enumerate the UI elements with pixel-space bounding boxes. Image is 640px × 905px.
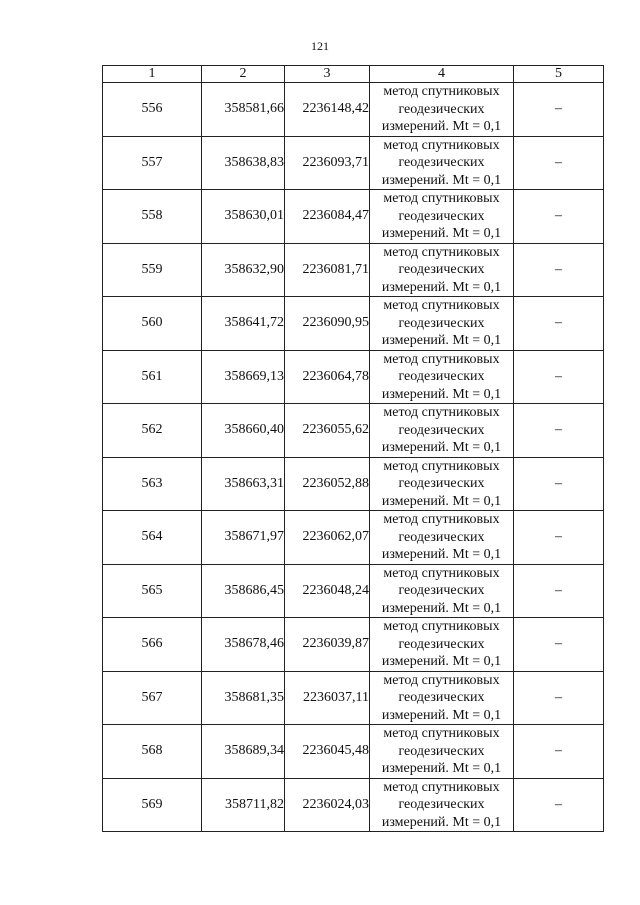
column-5-value: –	[514, 725, 604, 779]
coordinate-x: 358632,90	[202, 243, 285, 297]
method-line: геодезических	[398, 690, 485, 705]
method-line: метод спутниковых	[383, 84, 500, 99]
table-row	[103, 671, 604, 725]
coordinate-x: 358663,31	[202, 457, 285, 511]
method-description	[370, 725, 514, 779]
coordinate-x: 358660,40	[202, 404, 285, 458]
coordinate-y: 2236055,62	[285, 404, 370, 458]
column-5-value: –	[514, 511, 604, 565]
method-description	[370, 243, 514, 297]
coordinates-table	[102, 65, 604, 832]
table-row	[103, 136, 604, 190]
column-5-value: –	[514, 457, 604, 511]
coordinate-x: 358711,82	[202, 778, 285, 832]
table-row	[103, 83, 604, 137]
coordinate-y: 2236093,71	[285, 136, 370, 190]
method-line: метод спутниковых	[383, 298, 500, 313]
coordinate-y: 2236048,24	[285, 564, 370, 618]
column-5-value: –	[514, 778, 604, 832]
method-line: геодезических	[398, 262, 485, 277]
point-number: 557	[103, 136, 202, 190]
table-header-row	[103, 66, 604, 83]
method-line: измерений. Mt = 0,1	[381, 654, 502, 669]
table-row	[103, 243, 604, 297]
method-line: метод спутниковых	[383, 137, 500, 153]
coordinate-y: 2236081,71	[285, 243, 370, 297]
coordinate-y: 2236084,47	[285, 190, 370, 244]
point-number: 560	[103, 297, 202, 351]
method-line: метод спутниковых	[383, 565, 500, 581]
point-number: 563	[103, 457, 202, 511]
method-description	[370, 457, 514, 511]
method-line: геодезических	[398, 743, 485, 759]
column-5-value: –	[514, 83, 604, 137]
method-description	[370, 297, 514, 351]
coordinate-y: 2236062,07	[285, 511, 370, 565]
table-row	[103, 457, 604, 511]
coordinate-x: 358641,72	[202, 297, 285, 351]
column-5-value: –	[514, 243, 604, 297]
method-line: метод спутниковых	[383, 244, 500, 260]
method-description	[370, 350, 514, 404]
coordinate-y: 2236024,03	[285, 778, 370, 832]
coordinate-x: 358678,46	[202, 618, 285, 672]
column-header: 3	[285, 66, 370, 83]
method-line: измерений. Mt = 0,1	[381, 761, 502, 776]
column-5-value: –	[514, 136, 604, 190]
method-line: геодезических	[398, 369, 485, 384]
method-description	[370, 83, 514, 137]
method-description	[370, 404, 514, 458]
column-header: 1	[103, 66, 202, 83]
method-description	[370, 618, 514, 672]
point-number: 564	[103, 511, 202, 565]
coordinate-x: 358638,83	[202, 136, 285, 190]
method-line: геодезических	[398, 101, 485, 117]
column-5-value: –	[514, 297, 604, 351]
column-5-value: –	[514, 190, 604, 244]
table-row	[103, 511, 604, 565]
method-line: измерений. Mt = 0,1	[381, 600, 502, 616]
page-number: 121	[311, 39, 329, 53]
method-line: метод спутниковых	[383, 405, 500, 420]
table-row	[103, 778, 604, 832]
coordinate-x: 358681,35	[202, 671, 285, 725]
method-description	[370, 778, 514, 832]
table-row	[103, 725, 604, 779]
method-line: измерений. Mt = 0,1	[381, 707, 502, 723]
column-5-value: –	[514, 404, 604, 458]
method-line: измерений. Mt = 0,1	[381, 279, 502, 295]
point-number: 568	[103, 725, 202, 779]
table-row	[103, 297, 604, 351]
method-line: метод спутниковых	[383, 351, 500, 367]
method-line: метод спутниковых	[383, 191, 500, 206]
table-row	[103, 190, 604, 244]
method-line: метод спутниковых	[383, 512, 500, 527]
method-line: измерений. Mt = 0,1	[381, 172, 502, 188]
coordinate-y: 2236037,11	[285, 671, 370, 725]
coordinate-y: 2236039,87	[285, 618, 370, 672]
point-number: 561	[103, 350, 202, 404]
method-line: метод спутниковых	[383, 779, 500, 795]
coordinate-y: 2236045,48	[285, 725, 370, 779]
method-line: измерений. Mt = 0,1	[381, 440, 502, 455]
method-line: метод спутниковых	[383, 672, 500, 688]
method-description	[370, 136, 514, 190]
method-description	[370, 511, 514, 565]
method-line: измерений. Mt = 0,1	[381, 547, 502, 562]
point-number: 566	[103, 618, 202, 672]
point-number: 558	[103, 190, 202, 244]
table-row	[103, 350, 604, 404]
method-line: измерений. Mt = 0,1	[381, 493, 502, 509]
column-5-value: –	[514, 671, 604, 725]
coordinate-y: 2236064,78	[285, 350, 370, 404]
coordinate-y: 2236052,88	[285, 457, 370, 511]
method-line: геодезических	[398, 636, 485, 652]
coordinate-x: 358669,13	[202, 350, 285, 404]
method-line: измерений. Mt = 0,1	[381, 386, 502, 402]
point-number: 569	[103, 778, 202, 832]
point-number: 559	[103, 243, 202, 297]
table-row	[103, 404, 604, 458]
coordinate-x: 358671,97	[202, 511, 285, 565]
method-line: метод спутниковых	[383, 726, 500, 741]
point-number: 556	[103, 83, 202, 137]
method-line: геодезических	[398, 315, 485, 331]
method-line: геодезических	[398, 529, 485, 545]
method-line: геодезических	[398, 476, 485, 491]
column-5-value: –	[514, 618, 604, 672]
column-header: 5	[514, 66, 604, 83]
method-line: измерений. Mt = 0,1	[381, 119, 502, 134]
coordinate-y: 2236090,95	[285, 297, 370, 351]
coordinate-y: 2236148,42	[285, 83, 370, 137]
point-number: 565	[103, 564, 202, 618]
column-header: 4	[370, 66, 514, 83]
method-line: метод спутниковых	[383, 619, 500, 634]
table-row	[103, 618, 604, 672]
method-line: геодезических	[398, 208, 485, 224]
point-number: 567	[103, 671, 202, 725]
method-line: метод спутниковых	[383, 458, 500, 474]
column-5-value: –	[514, 564, 604, 618]
method-line: геодезических	[398, 155, 485, 170]
method-line: геодезических	[398, 797, 485, 812]
method-line: геодезических	[398, 583, 485, 598]
method-line: измерений. Mt = 0,1	[381, 226, 502, 241]
method-description	[370, 671, 514, 725]
method-description	[370, 190, 514, 244]
method-line: измерений. Mt = 0,1	[381, 814, 502, 830]
method-line: геодезических	[398, 422, 485, 438]
column-header: 2	[202, 66, 285, 83]
coordinate-x: 358686,45	[202, 564, 285, 618]
method-line: измерений. Mt = 0,1	[381, 333, 502, 348]
column-5-value: –	[514, 350, 604, 404]
method-description	[370, 564, 514, 618]
coordinate-x: 358630,01	[202, 190, 285, 244]
table-row	[103, 564, 604, 618]
point-number: 562	[103, 404, 202, 458]
coordinate-x: 358581,66	[202, 83, 285, 137]
coordinate-x: 358689,34	[202, 725, 285, 779]
